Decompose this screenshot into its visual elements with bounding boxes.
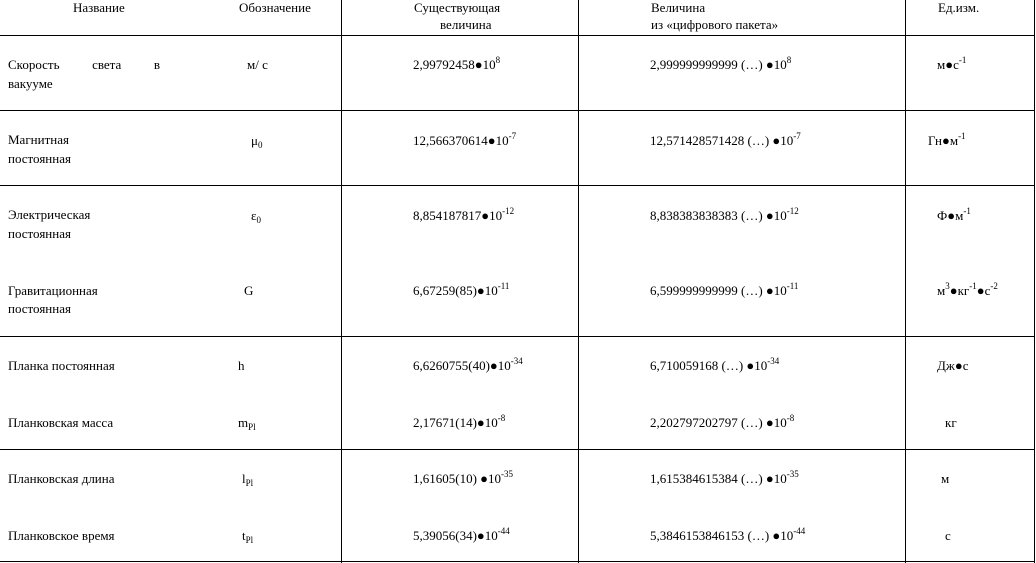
row-divider	[0, 449, 1035, 450]
unit-part: Ф●м	[937, 208, 964, 223]
row-name-line2: постоянная	[8, 226, 71, 241]
table-right-border	[1034, 0, 1035, 563]
row-name-line2: постоянная	[8, 151, 71, 166]
unit-exponent: -1	[969, 281, 977, 291]
row-symbol	[251, 132, 262, 149]
unit-exponent: -1	[958, 131, 966, 141]
row-package-value	[650, 470, 799, 487]
symbol-subscript: 0	[257, 140, 263, 150]
row-existing-value	[413, 282, 509, 299]
row-package-value	[650, 282, 798, 299]
existing-mantissa: 2,99792458●10	[413, 57, 496, 72]
package-mantissa: 1,615384615384 (…) ●10	[650, 471, 787, 486]
row-existing-value	[413, 132, 516, 149]
unit-part: ●кг	[949, 283, 970, 298]
symbol-subscript: Pl	[248, 422, 256, 432]
column-divider	[905, 0, 906, 563]
existing-exponent: -8	[497, 413, 506, 423]
header-symbol: Обозначение	[239, 0, 311, 15]
package-mantissa: 12,571428571428 (…) ●10	[650, 133, 794, 148]
row-symbol	[244, 282, 253, 299]
existing-mantissa: 1,61605(10) ●10	[413, 471, 502, 486]
existing-exponent: -11	[497, 281, 510, 291]
existing-exponent: -44	[497, 526, 510, 536]
package-exponent: -11	[786, 281, 799, 291]
row-divider	[0, 185, 1035, 186]
row-unit	[945, 527, 951, 544]
row-name-line2: постоянная	[8, 301, 71, 316]
existing-exponent: -12	[502, 206, 515, 216]
unit-part: м●с	[937, 57, 959, 72]
package-exponent: -7	[793, 131, 801, 141]
row-name-line1: Планковское время	[8, 528, 115, 543]
row-unit	[937, 56, 966, 73]
unit-part: м	[941, 471, 950, 486]
row-package-value	[650, 132, 801, 149]
row-package-value	[650, 414, 794, 431]
row-existing-value	[413, 527, 510, 544]
row-name-line1: Магнитная	[8, 132, 69, 147]
row-symbol	[242, 527, 253, 544]
symbol-text: ε	[251, 208, 257, 223]
package-mantissa: 6,599999999999 (…) ●10	[650, 283, 787, 298]
package-mantissa: 5,3846153846153 (…) ●10	[650, 528, 794, 543]
row-divider	[0, 35, 1035, 36]
row-existing-value	[413, 207, 514, 224]
package-mantissa: 2,999999999999 (…) ●10	[650, 57, 787, 72]
row-symbol	[242, 470, 253, 487]
header-existing-line2: величина	[440, 17, 492, 32]
unit-exponent: 3	[945, 281, 950, 291]
row-unit	[937, 357, 968, 374]
row-name-line1: Электрическая	[8, 207, 91, 222]
symbol-subscript: 0	[256, 215, 261, 225]
symbol-text: м/ с	[247, 57, 268, 72]
unit-part: с	[945, 528, 951, 543]
row-unit	[937, 282, 998, 299]
row-symbol	[251, 207, 261, 224]
symbol-subscript: Pl	[245, 478, 254, 488]
row-divider	[0, 336, 1035, 337]
package-exponent: -8	[786, 413, 795, 423]
symbol-text: G	[244, 283, 254, 298]
row-existing-value	[413, 414, 505, 431]
existing-mantissa: 6,6260755(40)●10	[413, 358, 511, 373]
row-name-line1: Планка постоянная	[8, 358, 115, 373]
package-exponent: -34	[767, 356, 780, 366]
unit-part: кг	[945, 415, 957, 430]
header-name: Название	[73, 0, 125, 15]
row-symbol	[238, 414, 256, 431]
row-existing-value	[413, 56, 500, 73]
package-mantissa: 6,710059168 (…) ●10	[650, 358, 768, 373]
unit-exponent: -2	[990, 281, 998, 291]
unit-part: ●с	[976, 283, 991, 298]
package-exponent: 8	[786, 55, 792, 65]
symbol-text: m	[238, 415, 249, 430]
row-name-line1: Планковская длина	[8, 471, 115, 486]
symbol-text: l	[242, 471, 246, 486]
row-name-line2: вакууме	[8, 76, 53, 91]
row-unit	[941, 470, 949, 487]
symbol-text: μ	[251, 133, 258, 148]
unit-part: Дж●с	[937, 358, 969, 373]
unit-part: Гн●м	[928, 133, 959, 148]
symbol-text: h	[238, 358, 245, 373]
row-symbol	[247, 56, 268, 73]
package-exponent: -44	[793, 526, 806, 536]
row-name-line1: Скорость света в	[8, 57, 160, 72]
header-package-line2: из «цифрового пакета»	[651, 17, 779, 32]
existing-exponent: -7	[508, 131, 517, 141]
existing-mantissa: 12,566370614●10	[413, 133, 509, 148]
row-unit	[928, 132, 966, 149]
header-package-line1: Величина	[651, 0, 706, 15]
unit-exponent: -1	[958, 55, 967, 65]
row-symbol	[238, 357, 245, 374]
row-name-line1: Гравитационная	[8, 283, 98, 298]
row-package-value	[650, 56, 791, 73]
row-divider	[0, 110, 1035, 111]
table-bottom-border	[0, 561, 1035, 562]
row-package-value	[650, 527, 805, 544]
symbol-subscript: Pl	[245, 535, 254, 545]
row-existing-value	[413, 357, 523, 374]
row-package-value	[650, 207, 799, 224]
row-unit	[945, 414, 957, 431]
row-name-line1: Планковская масса	[8, 415, 114, 430]
existing-exponent: -34	[510, 356, 523, 366]
header-existing-line1: Существующая	[414, 0, 501, 15]
package-exponent: -12	[786, 206, 799, 216]
unit-exponent: -1	[963, 206, 971, 216]
symbol-text: t	[242, 528, 246, 543]
package-exponent: -35	[786, 469, 799, 479]
row-unit	[937, 207, 971, 224]
package-mantissa: 8,838383838383 (…) ●10	[650, 208, 787, 223]
column-divider	[578, 0, 579, 563]
header-unit: Ед.изм.	[938, 0, 980, 15]
existing-mantissa: 5,39056(34)●10	[413, 528, 498, 543]
existing-exponent: -35	[501, 469, 514, 479]
unit-part: м	[937, 283, 946, 298]
column-divider	[341, 0, 342, 563]
existing-mantissa: 2,17671(14)●10	[413, 415, 498, 430]
package-mantissa: 2,202797202797 (…) ●10	[650, 415, 787, 430]
existing-mantissa: 8,854187817●10	[413, 208, 503, 223]
existing-exponent: 8	[495, 55, 501, 65]
existing-mantissa: 6,67259(85)●10	[413, 283, 498, 298]
row-existing-value	[413, 470, 513, 487]
row-package-value	[650, 357, 779, 374]
